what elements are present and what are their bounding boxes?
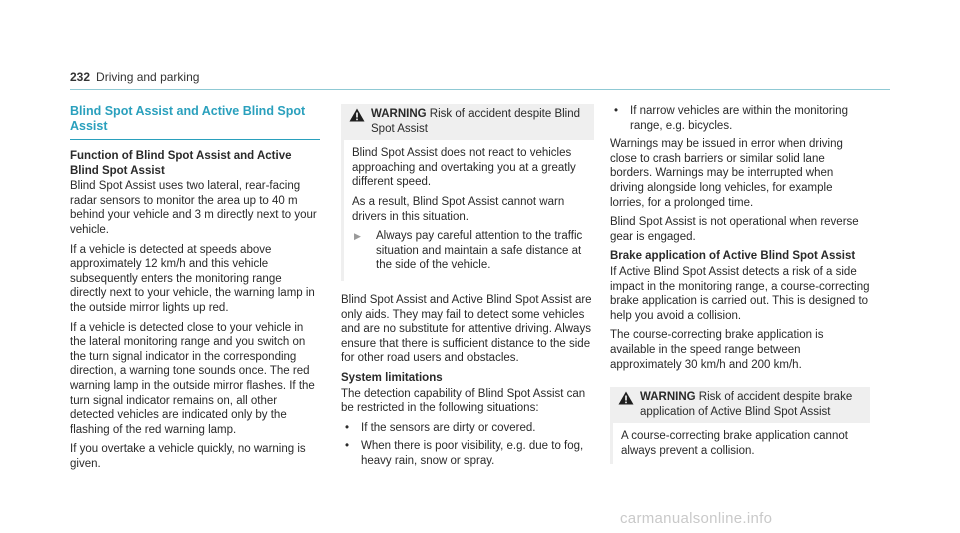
warning-triangle-icon bbox=[349, 108, 365, 122]
warning-header bbox=[341, 104, 594, 140]
warning-title: Risk of accident despite brake application of Active Blind Spot Assist bbox=[640, 391, 853, 418]
page-header bbox=[70, 70, 199, 84]
paragraph: Warnings may be issued in error when driving close to crash barriers or similar solid lane borders. Warnings may be interrupted when driving alongside long vehicles, for example lorries, for a prolonged time. bbox=[610, 138, 843, 209]
column-left bbox=[70, 104, 320, 476]
warning-header bbox=[610, 387, 870, 423]
paragraph: If a vehicle is detected close to your vehicle in the lateral monitoring range and you switch on the turn signal indicator in the corresponding direction, a warning tone sounds once. The red warning lamp in the outside mirror flashes. If the turn signal indicator remains on, all other detected vehicles are indicated only by the flashing of the red warning lamp. bbox=[70, 321, 315, 436]
section-divider bbox=[70, 139, 320, 140]
list-item-text: If narrow vehicles are within the monitoring range, e.g. bicycles. bbox=[630, 105, 848, 132]
warning-paragraph: As a result, Blind Spot Assist cannot warn drivers in this situation. bbox=[352, 195, 565, 223]
action-item bbox=[352, 229, 586, 273]
paragraph: The detection capability of Blind Spot Assist can be restricted in the following situations: bbox=[341, 387, 586, 415]
paragraph: If Active Blind Spot Assist detects a risk of a side impact in the monitoring range, a course-correcting brake application is carried out. This is designed to help you avoid a collision. bbox=[610, 265, 870, 322]
watermark: carmanualsonline.info bbox=[620, 510, 773, 527]
paragraph: Blind Spot Assist is not operational when reverse gear is engaged. bbox=[610, 216, 859, 243]
play-arrow-icon: ▶ bbox=[354, 231, 361, 242]
system-limitations-heading: System limitations bbox=[341, 371, 443, 384]
warning-body bbox=[344, 140, 594, 281]
warning-paragraph: Blind Spot Assist does not react to vehicles approaching and overtaking you at a greatly different speed. bbox=[352, 147, 576, 189]
paragraph: The course-correcting brake application is available in the speed range between approximately 30 km/h and 200 km/h. bbox=[610, 329, 824, 371]
chapter-title: Driving and parking bbox=[96, 70, 200, 84]
warning-label: WARNING bbox=[371, 108, 427, 120]
brake-application-heading: Brake application of Active Blind Spot Assist bbox=[610, 250, 856, 263]
bullet-icon: • bbox=[345, 421, 350, 434]
paragraph: If you overtake a vehicle quickly, no warning is given. bbox=[70, 443, 306, 470]
page-number: 232 bbox=[70, 70, 91, 84]
list-item-text: If the sensors are dirty or covered. bbox=[361, 421, 536, 434]
column-right bbox=[610, 104, 870, 464]
function-heading: Function of Blind Spot Assist and Active Blind Spot Assist bbox=[70, 150, 292, 177]
paragraph: Blind Spot Assist and Active Blind Spot Assist are only aids. They may fail to detect some vehicles and are no substitute for attentive driving. Always ensure that there is sufficient distance to the side for other road users and obstacles. bbox=[341, 293, 592, 365]
warning-paragraph: A course-correcting brake application cannot always prevent a collision. bbox=[621, 430, 848, 457]
paragraph: Blind Spot Assist uses two lateral, rear-facing radar sensors to monitor the area up to 40 m behind your vehicle and 3 m directly next to your vehicle. bbox=[70, 180, 317, 236]
list-item-text: When there is poor visibility, e.g. due to fog, heavy rain, snow or spray. bbox=[361, 440, 584, 467]
section-title: Blind Spot Assist and Active Blind Spot Assist bbox=[70, 104, 306, 133]
warning-triangle-icon bbox=[618, 391, 634, 405]
bullet-icon: • bbox=[614, 105, 619, 117]
warning-body bbox=[613, 423, 870, 464]
paragraph: If a vehicle is detected at speeds above approximately 12 km/h and this vehicle subsequently enters the monitoring range directly next to your vehicle, the warning lamp in the outside mirror lights up red. bbox=[70, 243, 315, 314]
list-item bbox=[341, 439, 594, 468]
warning-title: Risk of accident despite Blind Spot Assist bbox=[371, 108, 581, 135]
warning-box bbox=[610, 387, 870, 464]
column-middle bbox=[341, 104, 594, 472]
header-divider bbox=[70, 89, 890, 90]
bullet-icon: • bbox=[345, 440, 350, 453]
warning-box bbox=[341, 104, 594, 281]
warning-label: WARNING bbox=[640, 391, 696, 404]
list-item bbox=[610, 104, 870, 133]
list-item bbox=[341, 421, 594, 436]
action-text: Always pay careful attention to the traffic situation and maintain a safe distance at the side of the vehicle. bbox=[376, 230, 583, 272]
